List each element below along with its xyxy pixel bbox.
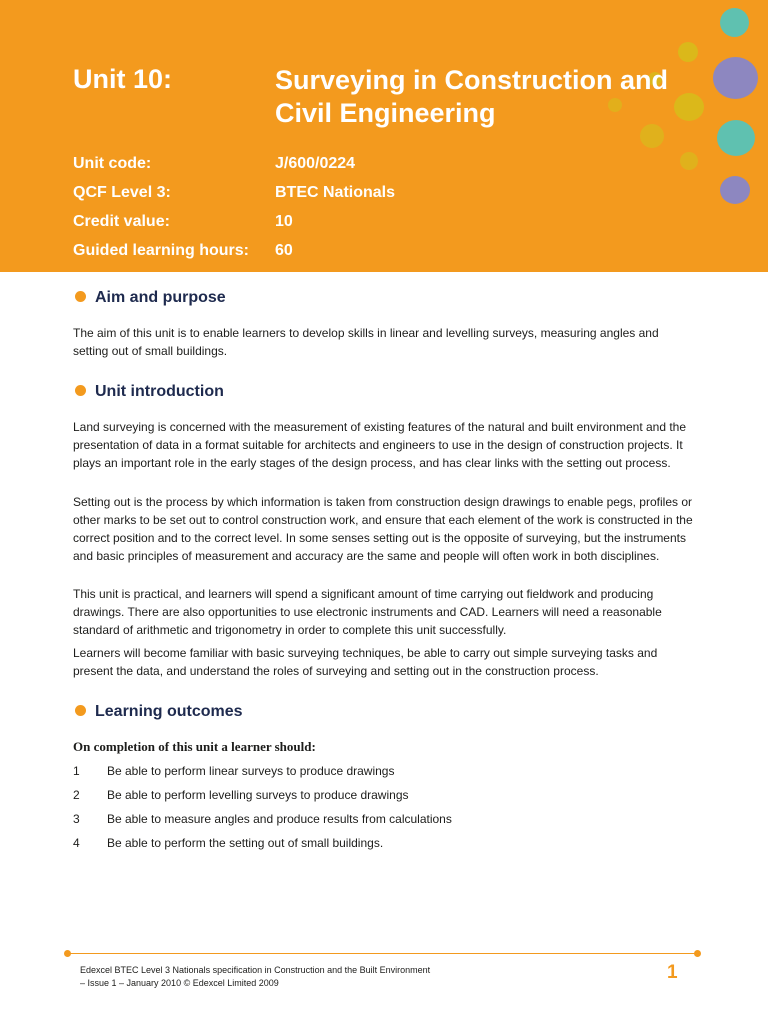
decorative-dot — [680, 152, 698, 170]
outcome-text: Be able to perform linear surveys to produce drawings — [107, 764, 395, 778]
aim-heading-text: Aim and purpose — [95, 289, 226, 306]
unit-title: Surveying in Construction and Civil Engineering — [275, 65, 669, 128]
intro-paragraph: Land surveying is concerned with the measurement of existing features of the natural and built environment and the presentation of data in a format suitable for architects and engineers to use in the design of construction projects. It plays an important role in the early stages of the design process, and has clear links with the setting out process. — [73, 420, 687, 470]
meta-label: QCF Level 3: — [73, 184, 171, 201]
intro-paragraph: Learners will become familiar with basic surveying techniques, be able to carry out simple surveying tasks and present the data, and understand the roles of surveying and setting out in the construction process. — [73, 646, 658, 678]
aim-heading — [75, 289, 226, 307]
outcome-text: Be able to perform the setting out of small buildings. — [107, 836, 384, 850]
outcome-text: Be able to measure angles and produce results from calculations — [107, 812, 452, 826]
aim-text: The aim of this unit is to enable learners to develop skills in linear and levelling surveys, measuring angles and setting out of small buildings. — [73, 326, 659, 358]
meta-value: 60 — [275, 242, 293, 259]
outcome-text: Be able to perform levelling surveys to produce drawings — [107, 788, 409, 802]
intro-paragraph: This unit is practical, and learners will spend a significant amount of time carrying out fieldwork and producing drawings. There are also opportunities to use electronic instruments and CAD. Learners will need a reasonable standard of arithmetic and trigonometry in order to complete this unit successfully. — [73, 587, 662, 637]
decorative-dot — [678, 42, 698, 62]
unit-number: Unit 10: — [73, 64, 173, 94]
outcome-number: 1 — [73, 764, 80, 778]
footer-text — [80, 964, 540, 990]
meta-label: Credit value: — [73, 213, 170, 230]
divider-dot-left — [64, 950, 71, 957]
intro-paragraph: Setting out is the process by which information is taken from construction design drawings to enable pegs, profiles or other marks to be set out to control construction work, and ensure that each element of the work is constructed in the correct position and to the correct level. In some senses setting out is the opposite of surveying, but the instruments and basic principles of measurement and accuracy are the same and people will often work in both disciplines. — [73, 495, 693, 563]
outcomes-heading-text: Learning outcomes — [95, 703, 243, 720]
bullet-icon — [75, 291, 86, 302]
meta-label: Guided learning hours: — [73, 242, 250, 259]
meta-value: BTEC Nationals — [275, 184, 396, 201]
outcome-number: 3 — [73, 812, 80, 826]
bullet-icon — [75, 705, 86, 716]
unit-header — [0, 0, 768, 272]
decorative-dot — [674, 93, 704, 121]
footer-line: – Issue 1 – January 2010 © Edexcel Limited 2009 — [80, 978, 279, 988]
outcome-number: 2 — [73, 788, 80, 802]
page-number: 1 — [667, 962, 678, 983]
meta-label: Unit code: — [73, 155, 152, 172]
bullet-icon — [75, 385, 86, 396]
meta-value: 10 — [275, 213, 293, 230]
footer-divider — [67, 953, 697, 954]
intro-heading — [75, 383, 224, 401]
outcomes-heading — [75, 703, 243, 721]
decorative-dot — [713, 57, 758, 99]
decorative-dot — [717, 120, 755, 156]
decorative-dot — [720, 176, 750, 204]
footer-line: Edexcel BTEC Level 3 Nationals specification in Construction and the Built Environment — [80, 965, 431, 975]
outcome-number: 4 — [73, 836, 80, 850]
decorative-dot — [720, 8, 749, 37]
meta-value: J/600/0224 — [275, 155, 356, 172]
divider-dot-right — [694, 950, 701, 957]
outcomes-lead: On completion of this unit a learner should: — [73, 739, 316, 754]
intro-heading-text: Unit introduction — [95, 383, 224, 400]
